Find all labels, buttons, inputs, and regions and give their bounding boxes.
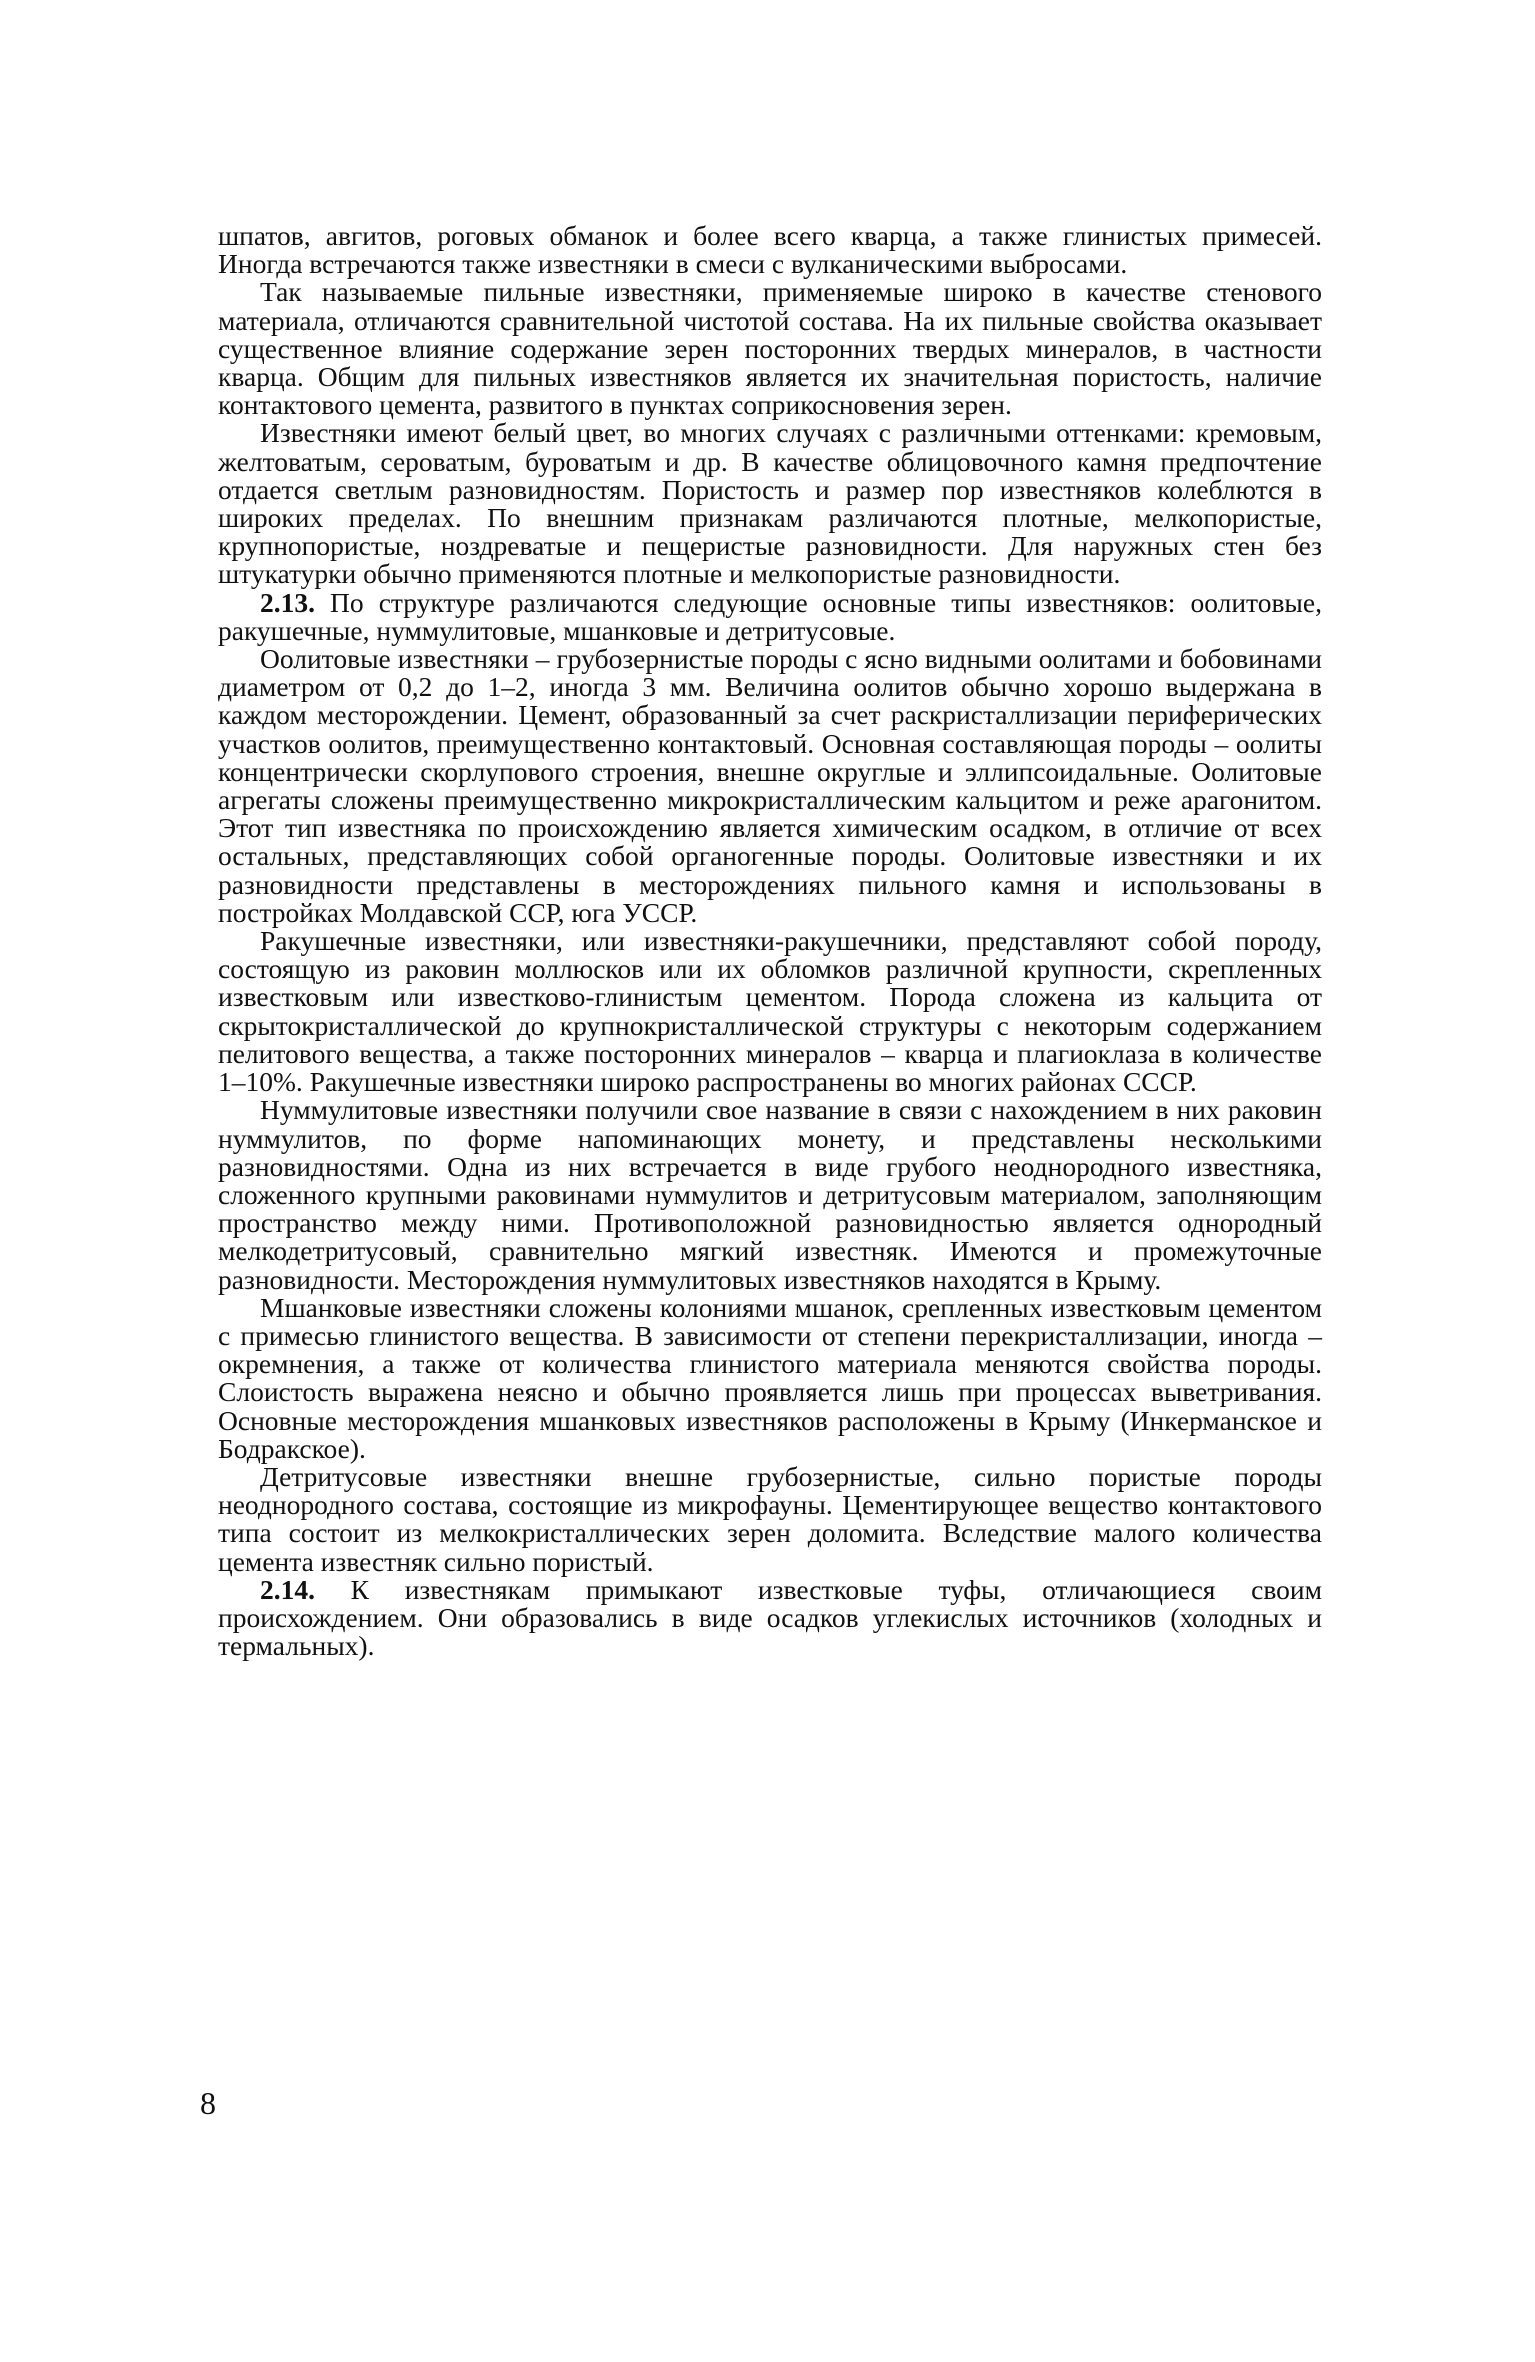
paragraph-4: 2.13. По структуре различаются следующие основные типы известняков: оолитовые, ракушечные, нуммулитовые, мшанковые и детритусовые. [218,586,1322,646]
paragraph-1: шпатов, авгитов, роговых обманок и более всего кварца, а также глинистых примесей. Иногда встречаются также известняки в смеси с вулканическими выбросами. [218,220,1322,280]
paragraph-2: Так называемые пильные известняки, применяемые широко в качестве стенового материала, отличаются сравнительной чистотой состава. На их пильные свойства оказывает существенное влияние содержание зерен посторонних твердых минералов, в частности кварца. Общим для пильных известняков является их значительная пористость, наличие контактового цемента, развитого в пунктах соприкосновения зерен. [218,276,1322,421]
paragraph-5: Оолитовые известняки – грубозернистые породы с ясно видными оолитами и бобовинами диаметром от 0,2 до 1–2, иногда 3 мм. Величина оолитов обычно хорошо выдержана в каждом месторождении. Цемент, образованный за счет раскристаллизации периферических участков оолитов, преимущественно контактовый. Основная составляющая породы – оолиты концентрически скорлупового строения, внешне округлые и эллипсоидальные. Оолитовые агрегаты сложены преимущественно микрокристаллическим кальцитом и реже арагонитом. Этот тип известняка по происхождению является химическим осадком, в отличие от всех остальных, представляющих собой органогенные породы. Оолитовые известняки и их разновидности представлены в месторождениях пильного камня и использованы в постройках Молдавской ССР, юга УССР. [218,643,1322,928]
paragraph-10: 2.14. К известнякам примыкают известковые туфы, отличающиеся своим происхождением. Они образовались в виде осадков углекислых источников (холодных и термальных). [218,1573,1322,1662]
paragraph-6: Ракушечные известняки, или известняки-ракушечники, представляют собой породу, состоящую из раковин моллюсков или их обломков различной крупности, скрепленных известковым или известково-глинистым цементом. Порода сложена из кальцита от скрытокристаллической до крупнокристаллической структуры с некоторым содержанием пелитового вещества, а также посторонних минералов – кварца и плагиоклаза в количестве 1–10%. Ракушечные известняки широко распространены во многих районах СССР. [218,925,1322,1098]
paragraph-3: Известняки имеют белый цвет, во многих случаях с различными оттенками: кремовым, желтоватым, сероватым, буроватым и др. В качестве облицовочного камня предпочтение отдается светлым разновидностям. Пористость и размер пор известняков колеблются в широких пределах. По внешним признакам различаются плотные, мелкопористые, крупнопористые, ноздреватые и пещеристые разновидности. Для наружных стен без штукатурки обычно применяются плотные и мелкопористые разновидности. [218,417,1322,590]
section-number: 2.13. [260,586,315,618]
paragraph-7: Нуммулитовые известняки получили свое название в связи с нахождением в них раковин нуммулитов, по форме напоминающих монету, и представлены несколькими разновидностями. Одна из них встречается в виде грубого неоднородного известняка, сложенного крупными раковинами нуммулитов и детритусовым материалом, заполняющим пространство между ними. Противоположной разновидностью является однородный мелкодетритусовый, сравнительно мягкий известняк. Имеются и промежуточные разновидности. Месторождения нуммулитовых известняков находятся в Крыму. [218,1094,1322,1295]
paragraph-9: Детритусовые известняки внешне грубозернистые, сильно пористые породы неоднородного состава, состоящие из микрофауны. Цементирующее вещество контактового типа состоит из мелкокристаллических зерен доломита. Вследствие малого количества цемента известняк сильно пористый. [218,1460,1322,1577]
section-number: 2.14. [260,1573,315,1605]
page-number: 8 [200,2085,216,2121]
paragraph-8: Мшанковые известняки сложены колониями мшанок, срепленных известковым цементом с примесью глинистого вещества. В зависимости от степени перекристаллизации, иногда – окремнения, а также от количества глинистого материала меняются свойства породы. Слоистость выражена неясно и обычно проявляется лишь при процессах выветривания. Основные месторождения мшанковых известняков расположены в Крыму (Инкерманское и Бодракское). [218,1291,1322,1464]
page-body [218,222,1322,1660]
